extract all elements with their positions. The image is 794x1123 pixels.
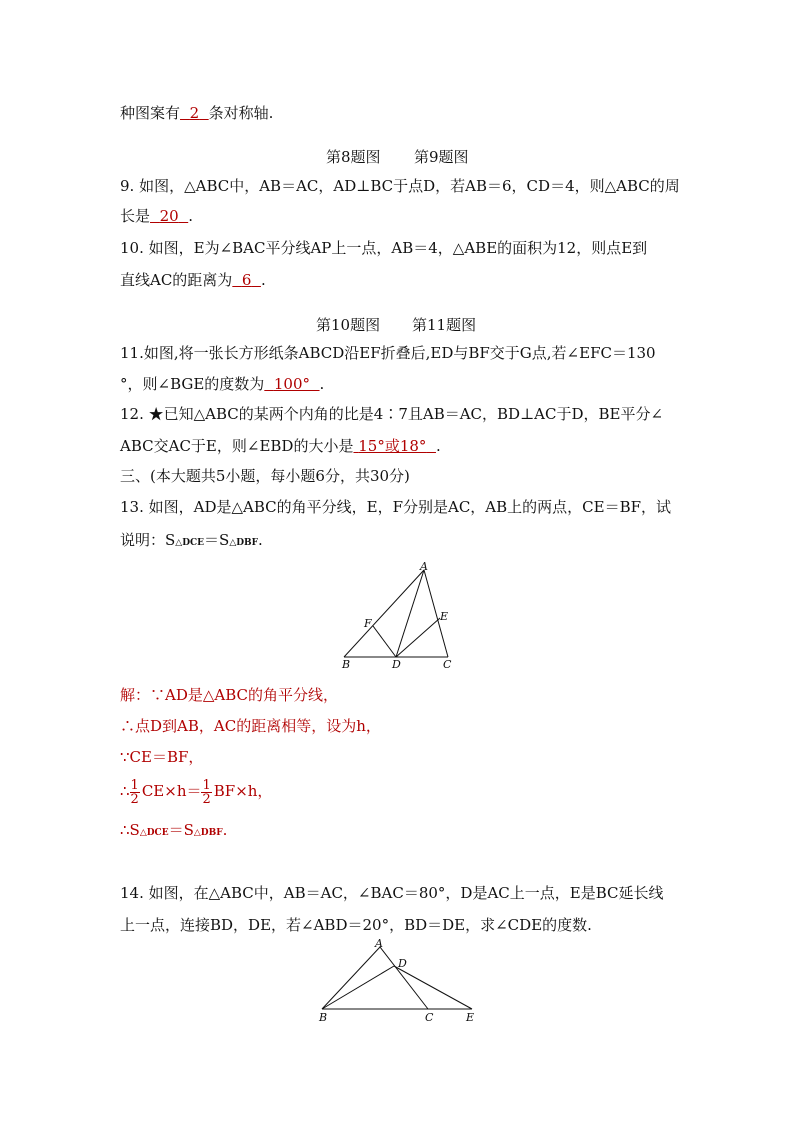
caption-q9: 第9题图 bbox=[414, 148, 469, 166]
q13-label-d: D bbox=[392, 658, 401, 671]
q13-label-b: B bbox=[342, 658, 351, 671]
sol13-line1: 解：∵AD是△ABC的角平分线， bbox=[120, 686, 339, 704]
q14-label-e: E bbox=[466, 1011, 475, 1024]
q12-line2: ABC交AC于E，则∠EBD的大小是 15°或18° . bbox=[120, 437, 441, 455]
q13-seg-fd bbox=[373, 626, 396, 657]
q14-seg-bd bbox=[322, 966, 394, 1009]
q10-answer: 6 bbox=[241, 271, 252, 289]
section-heading: 三、(本大题共5小题，每小题6分，共30分) bbox=[120, 467, 410, 485]
q13-label-e: E bbox=[440, 610, 449, 623]
q14-label-c: C bbox=[425, 1011, 434, 1024]
q14-figure bbox=[316, 935, 486, 1025]
q14-line1: 14. 如图，在△ABC中，AB＝AC，∠BAC＝80°，D是AC上一点，E是BC延长线 bbox=[120, 884, 664, 902]
q8-text-end: 条对称轴. bbox=[208, 104, 274, 122]
q13-figure bbox=[338, 560, 468, 675]
q14-label-b: B bbox=[319, 1011, 328, 1024]
q8-line bbox=[120, 103, 273, 123]
q11-line2: °，则∠BGE的度数为 100° . bbox=[120, 375, 325, 393]
q8-answer: 2 bbox=[189, 104, 200, 122]
fraction-half: $\frac{1}{2}$ bbox=[202, 777, 211, 807]
q8-text: 种图案有 bbox=[120, 104, 181, 122]
q9-line2: 长是 20 . bbox=[120, 207, 193, 225]
q13-side-ab bbox=[344, 570, 424, 657]
q9-answer: 20 bbox=[159, 207, 179, 225]
sol13-line3: ∵CE＝BF， bbox=[120, 748, 204, 766]
caption-q8: 第8题图 bbox=[326, 148, 381, 166]
sol13-line2: ∴点D到AB，AC的距离相等，设为h， bbox=[120, 717, 381, 735]
q14-label-a: A bbox=[375, 937, 383, 950]
sol13-line4: ∴ $\frac{1}{2}$ CE×h＝ $\frac{1}{2}$ BF×h， bbox=[120, 777, 273, 807]
q13-label-a: A bbox=[420, 560, 428, 573]
q12-answer: 15°或18° bbox=[358, 437, 427, 455]
q11-answer: 100° bbox=[273, 375, 310, 393]
sol13-line5: ∴S△DCE＝S△DBF. bbox=[120, 821, 228, 839]
q10-line2: 直线AC的距离为 6 . bbox=[120, 271, 266, 289]
caption-q11: 第11题图 bbox=[412, 316, 477, 334]
q13-label-f: F bbox=[364, 617, 372, 630]
fraction-half: $\frac{1}{2}$ bbox=[130, 777, 139, 807]
q13-label-c: C bbox=[443, 658, 452, 671]
q11-line1: 11.如图,将一张长方形纸条ABCD沿EF折叠后,ED与BF交于G点,若∠EFC＝130 bbox=[120, 344, 656, 362]
q14-seg-de bbox=[394, 966, 472, 1009]
caption-q10: 第10题图 bbox=[316, 316, 381, 334]
q14-side-ab bbox=[322, 947, 380, 1009]
q9-line1: 9. 如图，△ABC中，AB＝AC，AD⊥BC于点D，若AB＝6，CD＝4，则△ABC的周 bbox=[120, 177, 680, 195]
q13-line2: 说明：S△DCE＝S△DBF. bbox=[120, 531, 263, 549]
q10-line1: 10. 如图，E为∠BAC平分线AP上一点，AB＝4，△ABE的面积为12，则点E到 bbox=[120, 239, 648, 257]
q13-line1: 13. 如图，AD是△ABC的角平分线，E，F分别是AC，AB上的两点，CE＝BF，试 bbox=[120, 498, 672, 516]
q14-label-d: D bbox=[398, 957, 407, 970]
q14-line2: 上一点，连接BD，DE，若∠ABD＝20°，BD＝DE，求∠CDE的度数. bbox=[120, 916, 592, 934]
q12-line1: 12. ★已知△ABC的某两个内角的比是4∶7且AB＝AC，BD⊥AC于D，BE平分∠ bbox=[120, 405, 664, 423]
